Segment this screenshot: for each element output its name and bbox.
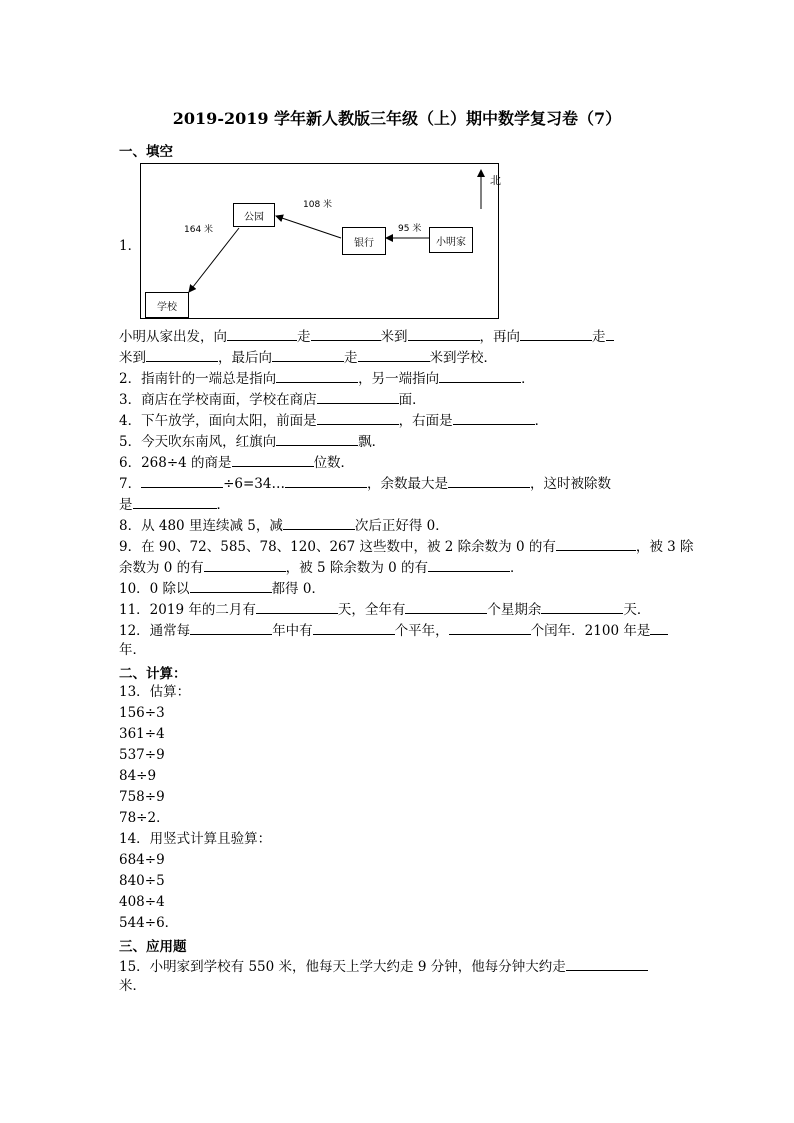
question-1-number: 1． bbox=[119, 238, 142, 254]
question-11: 11．2019 年的二月有 天，全年有 个星期余 天． bbox=[119, 599, 650, 619]
section-heading-calc: 二、计算： bbox=[119, 666, 187, 682]
answer-blank[interactable] bbox=[428, 557, 510, 572]
distance-park-school: 164 米 bbox=[184, 225, 214, 235]
question-1-line-2: 米到 ，最后向 走 米到学校． bbox=[119, 347, 497, 367]
answer-blank[interactable] bbox=[541, 599, 623, 614]
answer-blank[interactable] bbox=[317, 389, 399, 404]
vertical-calc-item: 840÷5 bbox=[119, 873, 165, 889]
answer-blank[interactable] bbox=[449, 620, 531, 635]
question-14-heading: 14．用竖式计算且验算： bbox=[119, 831, 272, 847]
answer-blank[interactable] bbox=[405, 599, 487, 614]
question-8: 8．从 480 里连续减 5，减 次后正好得 0． bbox=[119, 515, 449, 535]
answer-blank[interactable] bbox=[650, 620, 668, 635]
question-2: 2．指南针的一端总是指向 ，另一端指向 ． bbox=[119, 368, 535, 388]
home-box: 小明家 bbox=[429, 227, 473, 253]
answer-blank[interactable] bbox=[408, 326, 480, 341]
question-12-line-2: 年． bbox=[119, 642, 146, 658]
question-9-line-1: 9．在 90、72、585、78、120、267 这些数中，被 2 除余数为 0 的有 ，被 3 除 bbox=[119, 536, 694, 556]
answer-blank[interactable] bbox=[272, 347, 344, 362]
answer-blank[interactable] bbox=[232, 452, 314, 467]
answer-blank[interactable] bbox=[313, 620, 395, 635]
estimate-item: 361÷4 bbox=[119, 726, 165, 742]
arrow-park-to-school bbox=[189, 228, 239, 292]
estimate-item: 78÷2． bbox=[119, 810, 170, 826]
answer-blank[interactable] bbox=[317, 410, 399, 425]
question-15-line-2: 米． bbox=[119, 978, 146, 994]
answer-blank[interactable] bbox=[204, 557, 286, 572]
answer-blank[interactable] bbox=[520, 326, 592, 341]
park-box: 公园 bbox=[233, 203, 275, 227]
answer-blank[interactable] bbox=[311, 326, 381, 341]
question-9-line-2: 余数为 0 的有 ，被 5 除余数为 0 的有 ． bbox=[119, 557, 524, 577]
question-13-heading: 13．估算： bbox=[119, 684, 191, 700]
answer-blank[interactable] bbox=[283, 515, 355, 530]
question-12-line-1: 12．通常每 年中有 个平年， 个闰年．2100 年是 bbox=[119, 620, 668, 640]
answer-blank[interactable] bbox=[285, 473, 367, 488]
answer-blank[interactable] bbox=[190, 620, 272, 635]
answer-blank[interactable] bbox=[276, 431, 358, 446]
answer-blank[interactable] bbox=[227, 326, 297, 341]
answer-blank[interactable] bbox=[276, 368, 358, 383]
section-heading-word-problems: 三、应用题 bbox=[119, 939, 187, 955]
answer-blank[interactable] bbox=[256, 599, 338, 614]
question-7-line-2: 是 ． bbox=[119, 494, 230, 514]
question-4: 4．下午放学，面向太阳，前面是 ，右面是 ． bbox=[119, 410, 548, 430]
answer-blank[interactable] bbox=[358, 347, 430, 362]
estimate-item: 156÷3 bbox=[119, 705, 165, 721]
estimate-item: 758÷9 bbox=[119, 789, 165, 805]
question-1-line-1: 小明从家出发，向 走 米到 ，再向 走 bbox=[119, 326, 614, 346]
school-box: 学校 bbox=[145, 292, 189, 318]
answer-blank[interactable] bbox=[556, 536, 636, 551]
question-10: 10．0 除以 都得 0． bbox=[119, 578, 325, 598]
answer-blank[interactable] bbox=[133, 494, 217, 509]
direction-map bbox=[140, 163, 499, 319]
distance-home-bank: 95 米 bbox=[398, 224, 422, 234]
answer-blank[interactable] bbox=[141, 473, 223, 488]
question-5: 5．今天吹东南风，红旗向 飘． bbox=[119, 431, 385, 451]
question-7-line-1: 7． ÷6=34… ，余数最大是 ，这时被除数 bbox=[119, 473, 611, 493]
answer-blank[interactable] bbox=[566, 956, 648, 971]
question-3: 3．商店在学校南面，学校在商店 面． bbox=[119, 389, 426, 409]
estimate-item: 84÷9 bbox=[119, 768, 157, 784]
vertical-calc-item: 408÷4 bbox=[119, 894, 165, 910]
answer-blank[interactable] bbox=[606, 326, 614, 341]
answer-blank[interactable] bbox=[146, 347, 218, 362]
answer-blank[interactable] bbox=[448, 473, 530, 488]
estimate-item: 537÷9 bbox=[119, 747, 165, 763]
vertical-calc-item: 544÷6． bbox=[119, 915, 179, 931]
answer-blank[interactable] bbox=[453, 410, 535, 425]
bank-box: 银行 bbox=[342, 227, 386, 255]
question-15-line-1: 15．小明家到学校有 550 米，他每天上学大约走 9 分钟，他每分钟大约走 bbox=[119, 956, 648, 976]
section-heading-fill: 一、填空 bbox=[119, 144, 173, 160]
answer-blank[interactable] bbox=[439, 368, 521, 383]
north-label: 北 bbox=[490, 174, 501, 187]
distance-bank-park: 108 米 bbox=[303, 200, 333, 210]
answer-blank[interactable] bbox=[190, 578, 272, 593]
page-title: 2019-2019 学年新人教版三年级（上）期中数学复习卷（7） bbox=[172, 109, 622, 128]
arrow-bank-to-park bbox=[276, 216, 341, 238]
vertical-calc-item: 684÷9 bbox=[119, 852, 165, 868]
question-6: 6．268÷4 的商是 位数． bbox=[119, 452, 354, 472]
